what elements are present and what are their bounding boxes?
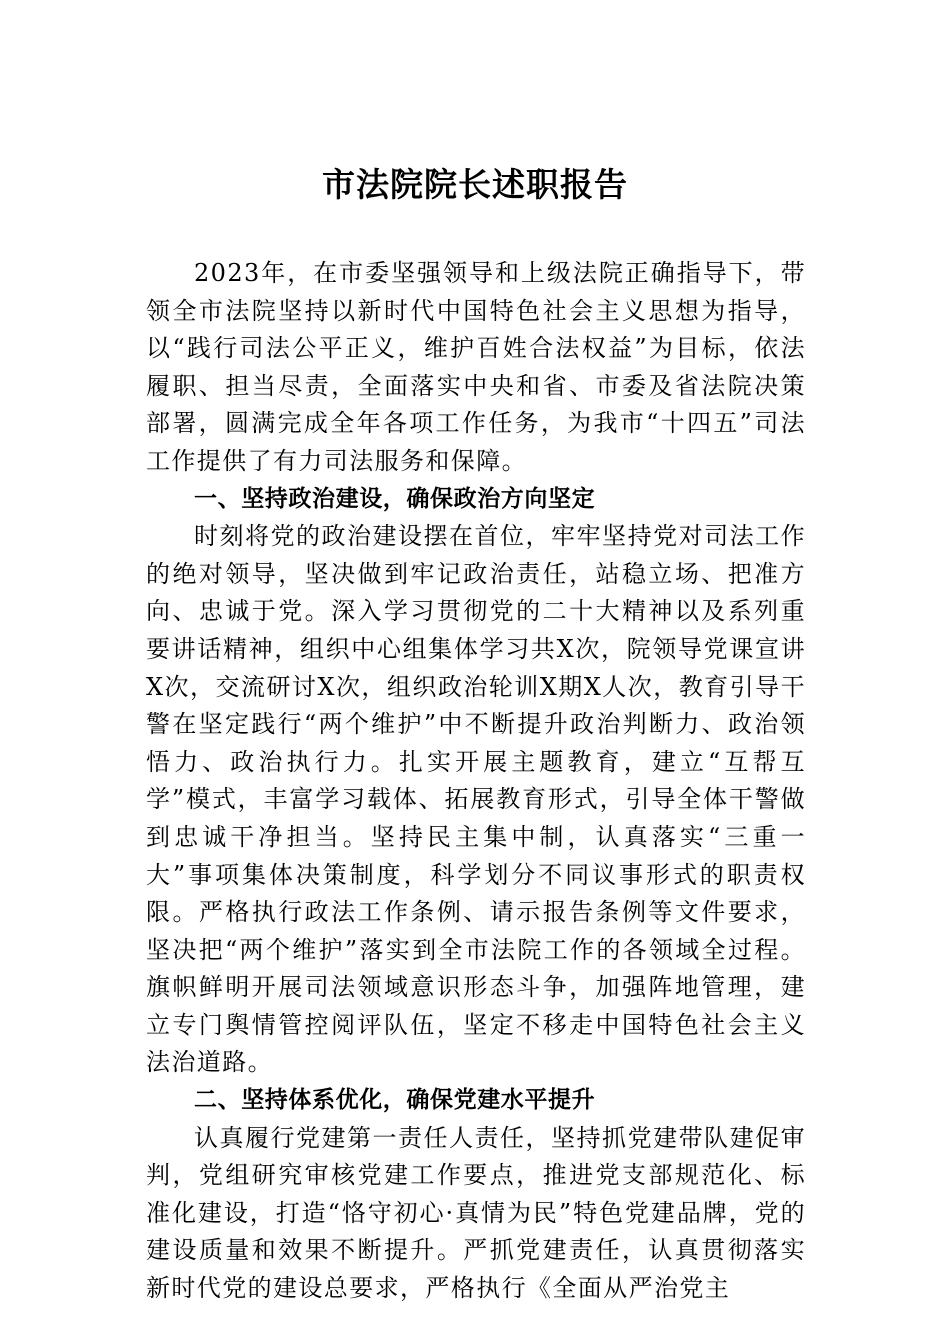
section-1-paragraph: 时刻将党的政治建设摆在首位，牢牢坚持党对司法工作的绝对领导，坚决做到牢记政治责任，站稳立场、把准方向、忠诚于党。深入学习贯彻党的二十大精神以及系列重要讲话精神，组织中心组集体学习共X次，院领导党课宣讲X次，交流研讨X次，组织政治轮训X期X人次，教育引导干警在坚定践行“两个维护”中不断提升政治判断力、政治领悟力、政治执行力。扎实开展主题教育，建立“互帮互学”模式，丰富学习载体、拓展教育形式，引导全体干警做到忠诚干净担当。坚持民主集中制，认真落实“三重一大”事项集体决策制度，科学划分不同议事形式的职责权限。严格执行政法工作条例、请示报告条例等文件要求，坚决把“两个维护”落实到全市法院工作的各领域全过程。旗帜鲜明开展司法领域意识形态斗争，加强阵地管理，建立专门舆情管控阅评队伍，坚定不移走中国特色社会主义法治道路。 <box>146 522 806 1077</box>
section-2-paragraph: 认真履行党建第一责任人责任，坚持抓党建带队建促审判，党组研究审核党建工作要点，推进党支部规范化、标准化建设，打造“恪守初心·真情为民”特色党建品牌，党的建设质量和效果不断提升。严抓党建责任，认真贯彻落实新时代党的建设总要求，严格执行《全面从严治党主 <box>146 1123 806 1303</box>
section-1-heading: 一、坚持政治建设，确保政治方向坚定 <box>194 485 596 512</box>
document-title: 市法院院长述职报告 <box>322 165 628 204</box>
document-body <box>146 255 806 1308</box>
intro-paragraph: 2023年，在市委坚强领导和上级法院正确指导下，带领全市法院坚持以新时代中国特色社会主义思想为指导，以“践行司法公平正义，维护百姓合法权益”为目标，依法履职、担当尽责，全面落实中央和省、市委及省法院决策部署，圆满完成全年各项工作任务，为我市“十四五”司法工作提供了有力司法服务和保障。 <box>146 259 806 475</box>
section-2-heading: 二、坚持体系优化，确保党建水平提升 <box>194 1087 596 1114</box>
